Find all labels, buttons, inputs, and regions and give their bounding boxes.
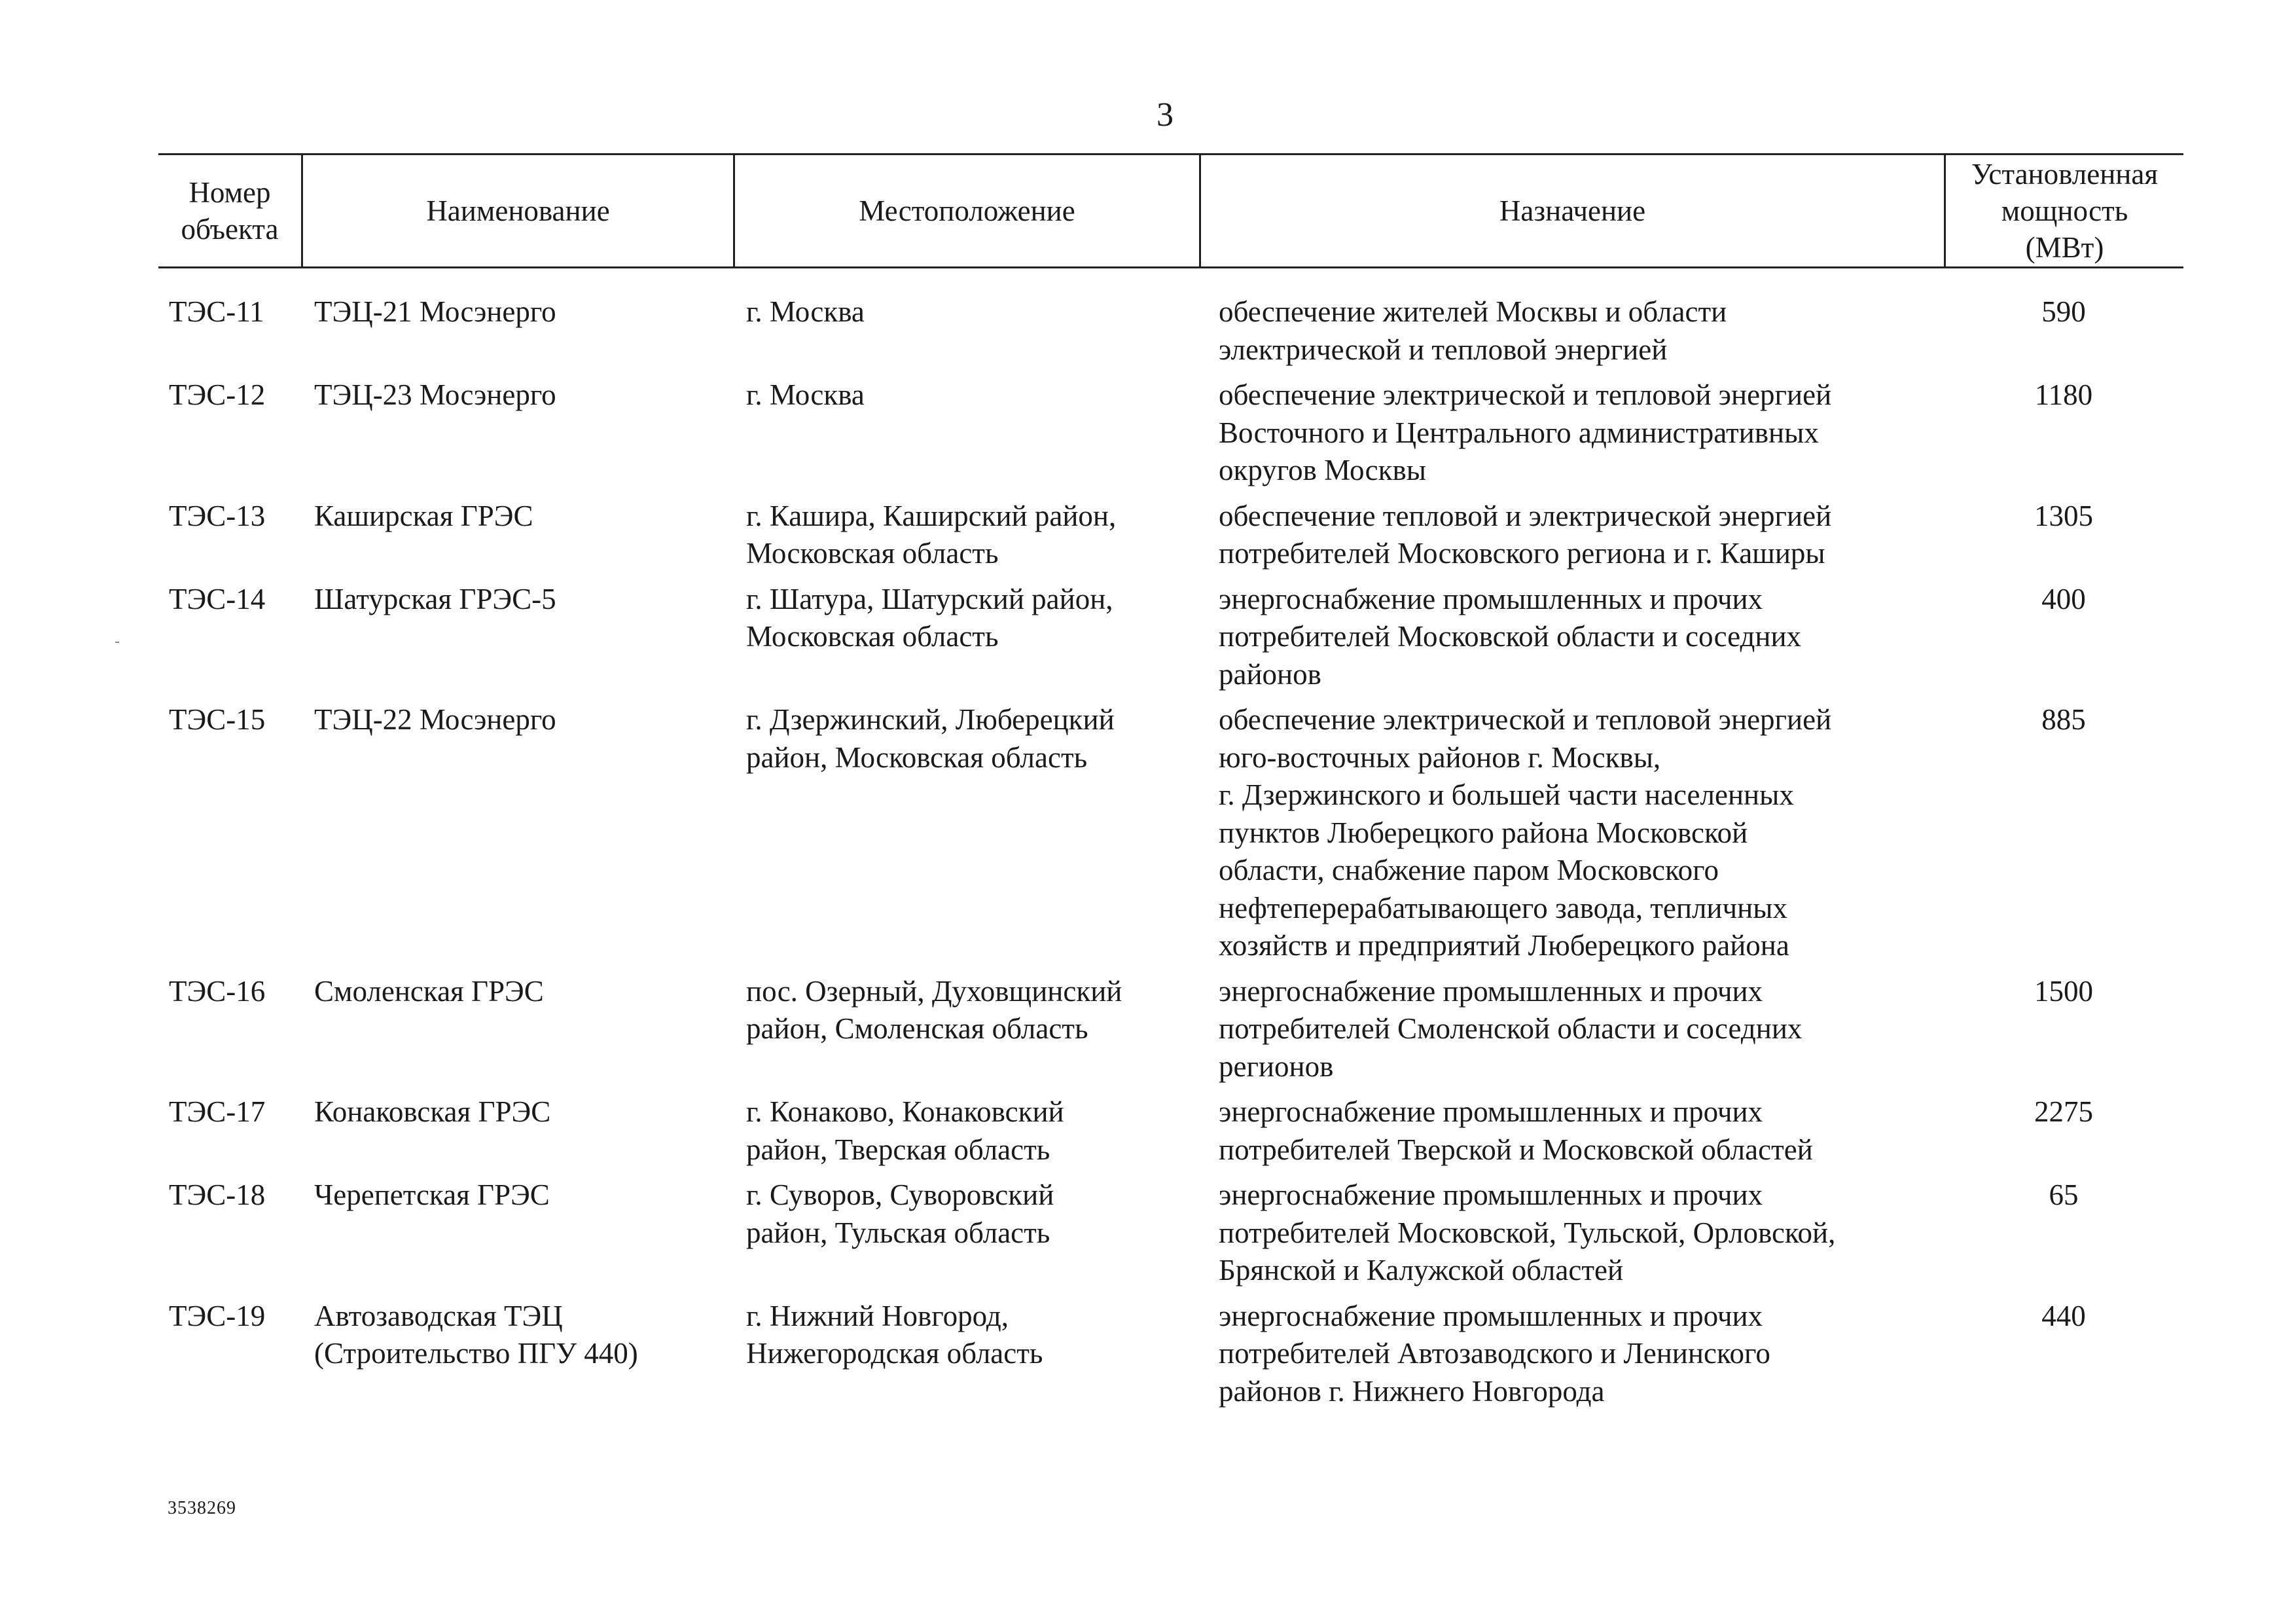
table-row [158,581,2183,694]
cell-number: ТЭС-11 [169,295,264,328]
header-purpose [1199,155,1944,266]
cell-purpose: энергоснабжение промышленных и прочих потребителей Московской, Тульской, Орловской, Брянской и Калужской областей [1219,1178,1836,1286]
header-capacity [1944,155,2183,266]
cell-location: г. Москва [746,295,865,328]
cell-location: г. Москва [746,378,865,411]
cell-number: ТЭС-16 [169,974,266,1008]
table-row [158,376,2183,490]
header-capacity-line: Установленная [1971,158,2159,191]
cell-number: ТЭС-14 [169,582,266,615]
cell-name: ТЭЦ-22 Мосэнерго [314,703,556,736]
cell-location: пос. Озерный, Духовщинский район, Смоленская область [746,974,1122,1045]
cell-name: Конаковская ГРЭС [314,1095,551,1128]
cell-name: ТЭЦ-23 Мосэнерго [314,378,556,411]
header-capacity-line: (МВт) [2025,231,2104,264]
cell-name: Шатурская ГРЭС-5 [314,582,556,615]
table-header [158,153,2183,268]
cell-capacity: 400 [2041,582,2086,615]
cell-name: Смоленская ГРЭС [314,974,544,1008]
header-name [301,155,733,266]
cell-location: г. Конаково, Конаковский район, Тверская область [746,1095,1064,1166]
table-body [158,293,2183,1410]
cell-purpose: энергоснабжение промышленных и прочих потребителей Автозаводского и Ленинского районов г. Нижнего Новгорода [1219,1299,1770,1408]
cell-location: г. Нижний Новгород, Нижегородская область [746,1299,1043,1370]
cell-purpose: энергоснабжение промышленных и прочих потребителей Тверской и Московской областей [1219,1095,1813,1166]
cell-purpose: энергоснабжение промышленных и прочих потребителей Смоленской области и соседних регионов [1219,974,1803,1083]
cell-capacity: 440 [2041,1299,2086,1332]
table-row [158,498,2183,573]
cell-capacity: 590 [2041,295,2086,328]
cell-capacity: 65 [2049,1178,2079,1211]
cell-number: ТЭС-12 [169,378,266,411]
cell-number: ТЭС-17 [169,1095,266,1128]
cell-purpose: энергоснабжение промышленных и прочих потребителей Московской области и соседних районов [1219,582,1802,691]
header-name-label: Наименование [426,194,610,227]
cell-name: ТЭЦ-21 Мосэнерго [314,295,556,328]
facilities-table [158,153,2183,1418]
table-row [158,293,2183,369]
page-number: 3 [1157,96,1174,134]
cell-location: г. Суворов, Суворовский район, Тульская область [746,1178,1054,1249]
cell-name: Каширская ГРЭС [314,499,533,532]
table-row [158,701,2183,965]
header-number [158,155,301,266]
cell-capacity: 885 [2041,703,2086,736]
table-row [158,973,2183,1086]
cell-location: г. Шатура, Шатурский район, Московская область [746,582,1113,653]
cell-capacity: 1305 [2034,499,2093,532]
cell-capacity: 2275 [2034,1095,2093,1128]
header-location-label: Местоположение [859,194,1075,227]
table-row [158,1298,2183,1411]
cell-number: ТЭС-15 [169,703,266,736]
cell-location: г. Дзержинский, Люберецкий район, Московская область [746,703,1115,774]
header-number-line: объекта [181,213,279,246]
table-row [158,1093,2183,1169]
cell-purpose: обеспечение тепловой и электрической энергией потребителей Московского региона и г. Каширы [1219,499,1832,570]
cell-number: ТЭС-13 [169,499,266,532]
header-purpose-label: Назначение [1499,194,1646,227]
document-id: 3538269 [168,1498,236,1518]
cell-capacity: 1500 [2034,974,2093,1008]
cell-purpose: обеспечение электрической и тепловой энергией юго-восточных районов г. Москвы, г. Дзержинского и большей части населенных пунктов Люберецкого района Московской области, снабжение паром Московского нефтеперерабатывающего завода, тепличных хозяйств и предприятий Люберецкого района [1219,703,1832,962]
margin-mark [115,642,119,643]
cell-purpose: обеспечение жителей Москвы и области электрической и тепловой энергией [1219,295,1727,366]
cell-number: ТЭС-18 [169,1178,266,1211]
cell-name: Автозаводская ТЭЦ (Строительство ПГУ 440) [314,1299,638,1370]
cell-number: ТЭС-19 [169,1299,266,1332]
cell-name: Черепетская ГРЭС [314,1178,550,1211]
cell-location: г. Кашира, Каширский район, Московская область [746,499,1117,570]
table-row [158,1176,2183,1290]
cell-capacity: 1180 [2034,378,2093,411]
header-capacity-line: мощность [2001,194,2128,227]
cell-purpose: обеспечение электрической и тепловой энергией Восточного и Центрального административных округов Москвы [1219,378,1832,486]
header-location [733,155,1199,266]
header-number-line: Номер [188,176,271,209]
